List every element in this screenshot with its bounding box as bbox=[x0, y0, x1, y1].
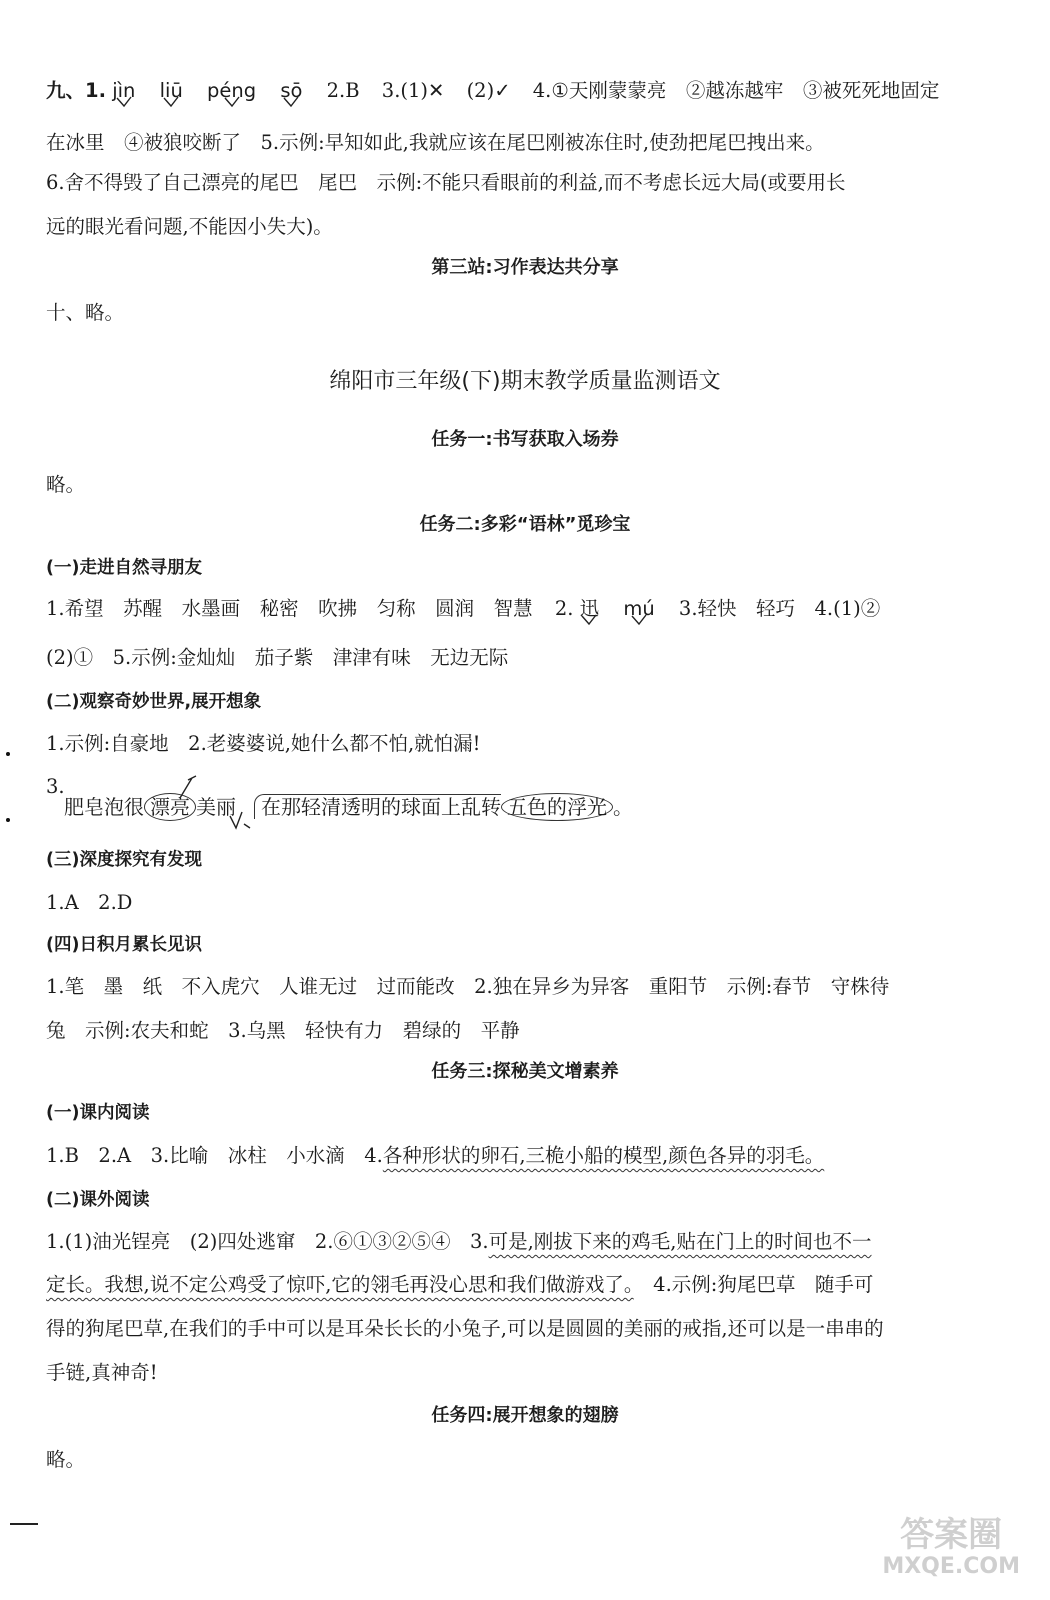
pinyin-4: sō bbox=[280, 76, 302, 106]
margin-dot bbox=[6, 818, 10, 822]
wavy-underlined-answer: 可是,刚拔下来的鸡毛,贴在门上的时间也不一 bbox=[488, 1230, 872, 1253]
pinyin-2: liū bbox=[160, 76, 183, 106]
circled-word-1: 漂亮 bbox=[144, 793, 196, 821]
station3-heading: 第三站:习作表达共分享 bbox=[431, 257, 619, 278]
exam-title: 绵阳市三年级(下)期末教学质量监测语文 bbox=[329, 369, 721, 394]
pinyin-mu: mú bbox=[623, 594, 654, 624]
wavy-underlined-answer: 各种形状的卵石,三桅小船的模型,颜色各异的羽毛。 bbox=[382, 1144, 825, 1167]
sentence-part-a: 肥皂泡很 bbox=[64, 795, 144, 819]
q2-answer: 2.B bbox=[326, 79, 360, 102]
task2-s1-title: (一)走进自然寻朋友 bbox=[46, 558, 202, 578]
task3-s2-line1 bbox=[46, 1227, 1004, 1257]
sec9-line4: 远的眼光看问题,不能因小失大)。 bbox=[46, 215, 333, 238]
task2-heading: 任务二:多彩“语林”觅珍宝 bbox=[419, 514, 631, 535]
task3-s2-line4: 手链,真神奇! bbox=[46, 1361, 158, 1384]
s1-q2-label: 2. bbox=[554, 597, 574, 620]
pinyin-1: jìn bbox=[112, 76, 135, 106]
task4-answer: 略。 bbox=[46, 1448, 86, 1471]
q3-answer: 3.(1) bbox=[381, 79, 429, 102]
task3-s1-line1 bbox=[46, 1141, 1004, 1171]
tick-icon bbox=[116, 96, 132, 108]
inserted-clause: 在那轻清透明的球面上乱转 bbox=[254, 794, 501, 819]
task2-s2-q3-label: 3. bbox=[46, 775, 65, 798]
task1-heading: 任务一:书写获取入场券 bbox=[431, 429, 619, 450]
check-mark: ✓ bbox=[494, 79, 511, 102]
s2-q4: 4.示例:狗尾巴草 随手可 bbox=[633, 1273, 874, 1296]
sec9-line1 bbox=[46, 76, 1004, 106]
q3-part2: (2) bbox=[466, 79, 495, 102]
sec9-line2: 在冰里 ④被狼咬断了 5.示例:早知如此,我就应该在尾巴刚被冻住时,使劲把尾巴拽出来。 bbox=[46, 131, 825, 154]
task2-s3-line1: 1.A 2.D bbox=[46, 891, 133, 914]
tick-icon bbox=[224, 96, 240, 108]
circled-word-2: 五色的浮光 bbox=[501, 793, 613, 821]
q4-answer: 4.①天刚蒙蒙亮 ②越冻越牢 ③被死死地固定 bbox=[532, 79, 940, 102]
watermark-url: MXQE.COM bbox=[882, 1554, 1020, 1579]
station3-answer: 十、略。 bbox=[46, 301, 125, 324]
task2-s2-title: (二)观察奇妙世界,展开想象 bbox=[46, 692, 262, 712]
task1-answer: 略。 bbox=[46, 473, 86, 496]
corner-rule bbox=[10, 1523, 38, 1525]
watermark-logo-text: 答案圈 bbox=[900, 1515, 1003, 1555]
task3-heading: 任务三:探秘美文增素养 bbox=[431, 1061, 619, 1082]
edited-sentence bbox=[64, 792, 633, 822]
s1-answers: 1.B 2.A 3.比喻 冰柱 小水滴 4. bbox=[46, 1144, 383, 1167]
task2-s4-title: (四)日积月累长见识 bbox=[46, 935, 202, 955]
q1-label: 1. bbox=[85, 79, 106, 102]
margin-dot bbox=[6, 752, 10, 756]
sentence-part-b: 美丽 bbox=[196, 795, 236, 819]
task2-s1-line2: (2)① 5.示例:金灿灿 茄子紫 津津有味 无边无际 bbox=[46, 646, 509, 669]
task2-s3-title: (三)深度探究有发现 bbox=[46, 850, 202, 870]
task2-s1-line1 bbox=[46, 594, 1004, 624]
tick-icon bbox=[581, 614, 597, 626]
sec9-number: 九、 bbox=[46, 79, 86, 102]
tick-icon bbox=[283, 96, 299, 108]
task3-s1-title: (一)课内阅读 bbox=[46, 1103, 150, 1123]
char-xun: 迅 bbox=[580, 594, 600, 624]
watermark bbox=[882, 1516, 1020, 1580]
task3-s2-line2 bbox=[46, 1270, 1004, 1300]
s2-answers: 1.(1)油光锃亮 (2)四处逃窜 2.⑥①③②⑤④ 3. bbox=[46, 1230, 489, 1253]
tick-icon bbox=[631, 614, 647, 626]
task2-s4-line2: 兔 示例:农夫和蛇 3.乌黑 轻快有力 碧绿的 平静 bbox=[46, 1019, 520, 1042]
insert-caret-icon bbox=[228, 810, 254, 830]
task3-s2-line3: 得的狗尾巴草,在我们的手中可以是耳朵长长的小兔子,可以是圆圆的美丽的戒指,还可以是一串串的 bbox=[46, 1317, 884, 1340]
task4-heading: 任务四:展开想象的翅膀 bbox=[431, 1405, 619, 1426]
task2-s2-line1: 1.示例:自豪地 2.老婆婆说,她什么都不怕,就怕漏! bbox=[46, 732, 481, 755]
sec9-line3: 6.舍不得毁了自己漂亮的尾巴 尾巴 示例:不能只看眼前的利益,而不考虑长远大局(或要用长 bbox=[46, 171, 846, 194]
task2-s4-line1: 1.笔 墨 纸 不入虎穴 人谁无过 过而能改 2.独在异乡为异客 重阳节 示例:春节 守株待 bbox=[46, 975, 890, 998]
s1-q3-q4: 3.轻快 轻巧 4.(1)② bbox=[678, 597, 881, 620]
pinyin-3: péng bbox=[207, 76, 256, 106]
wavy-underlined-answer: 定长。我想,说不定公鸡受了惊吓,它的翎毛再没心思和我们做游戏了。 bbox=[46, 1273, 634, 1296]
tick-icon bbox=[163, 96, 179, 108]
cross-mark: ✕ bbox=[428, 79, 445, 102]
edit-mark-icon bbox=[176, 774, 198, 800]
task3-s2-title: (二)课外阅读 bbox=[46, 1190, 150, 1210]
s1-words: 1.希望 苏醒 水墨画 秘密 吹拂 匀称 圆润 智慧 bbox=[46, 597, 533, 620]
sentence-end: 。 bbox=[613, 795, 633, 819]
